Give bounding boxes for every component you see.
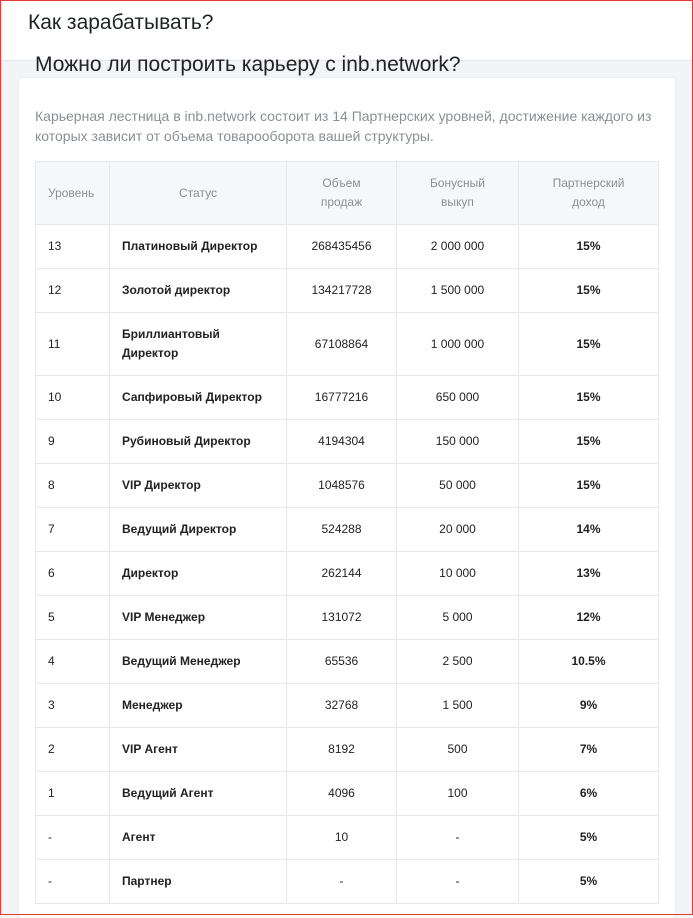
bonus-cell: - (397, 860, 519, 904)
table-row (36, 860, 659, 904)
status-cell: Бриллиантовый Директор (110, 313, 287, 376)
bonus-cell: 1 000 000 (397, 313, 519, 376)
level-cell: 4 (36, 640, 110, 684)
level-cell: 1 (36, 772, 110, 816)
col-header-level: Уровень (36, 162, 110, 225)
income-cell: 9% (519, 684, 659, 728)
income-cell: 13% (519, 552, 659, 596)
bonus-cell: 50 000 (397, 464, 519, 508)
bonus-cell: 150 000 (397, 420, 519, 464)
level-cell: 11 (36, 313, 110, 376)
status-cell: Ведущий Агент (110, 772, 287, 816)
col-header-sales: Объем продаж (287, 162, 397, 225)
sales-cell: 524288 (287, 508, 397, 552)
table-row (36, 508, 659, 552)
table-row (36, 313, 659, 376)
status-cell: Агент (110, 816, 287, 860)
sales-cell: 32768 (287, 684, 397, 728)
level-cell: 9 (36, 420, 110, 464)
sales-cell: 268435456 (287, 225, 397, 269)
table-row (36, 376, 659, 420)
table-header-row (36, 162, 659, 225)
top-bar (1, 1, 692, 61)
status-cell: Ведущий Директор (110, 508, 287, 552)
income-cell: 15% (519, 313, 659, 376)
section-heading (35, 53, 655, 86)
bonus-cell: 100 (397, 772, 519, 816)
bonus-cell: 500 (397, 728, 519, 772)
level-cell: 13 (36, 225, 110, 269)
income-cell: 15% (519, 376, 659, 420)
bonus-cell: 5 000 (397, 596, 519, 640)
income-cell: 15% (519, 225, 659, 269)
table-row (36, 772, 659, 816)
status-cell: Сапфировый Директор (110, 376, 287, 420)
sales-cell: 4096 (287, 772, 397, 816)
table-row (36, 684, 659, 728)
level-cell: 2 (36, 728, 110, 772)
income-cell: 7% (519, 728, 659, 772)
level-cell: - (36, 860, 110, 904)
sales-cell: 262144 (287, 552, 397, 596)
status-cell: Партнер (110, 860, 287, 904)
table-row (36, 420, 659, 464)
table-row (36, 816, 659, 860)
level-cell: 3 (36, 684, 110, 728)
sales-cell: 16777216 (287, 376, 397, 420)
income-cell: 12% (519, 596, 659, 640)
level-cell: 12 (36, 269, 110, 313)
status-cell: Платиновый Директор (110, 225, 287, 269)
bonus-cell: 1 500 000 (397, 269, 519, 313)
sales-cell: 1048576 (287, 464, 397, 508)
income-cell: 15% (519, 269, 659, 313)
level-cell: 10 (36, 376, 110, 420)
sales-cell: 67108864 (287, 313, 397, 376)
table-row (36, 552, 659, 596)
level-cell: 5 (36, 596, 110, 640)
level-cell: 6 (36, 552, 110, 596)
sales-cell: 134217728 (287, 269, 397, 313)
income-cell: 14% (519, 508, 659, 552)
table-row (36, 464, 659, 508)
table-row (36, 728, 659, 772)
status-cell: Рубиновый Директор (110, 420, 287, 464)
sales-cell: 4194304 (287, 420, 397, 464)
income-cell: 5% (519, 816, 659, 860)
sales-cell: 65536 (287, 640, 397, 684)
sales-cell: 8192 (287, 728, 397, 772)
sales-cell: - (287, 860, 397, 904)
sales-cell: 10 (287, 816, 397, 860)
income-cell: 10.5% (519, 640, 659, 684)
bonus-cell: 2 000 000 (397, 225, 519, 269)
col-header-bonus: Бонусный выкуп (397, 162, 519, 225)
col-header-status: Статус (110, 162, 287, 225)
bonus-cell: 650 000 (397, 376, 519, 420)
career-levels-table (35, 161, 659, 904)
level-cell: - (36, 816, 110, 860)
table-row (36, 640, 659, 684)
income-cell: 6% (519, 772, 659, 816)
table-row (36, 225, 659, 269)
bonus-cell: 20 000 (397, 508, 519, 552)
status-cell: Менеджер (110, 684, 287, 728)
status-cell: VIP Менеджер (110, 596, 287, 640)
col-header-income: Партнерский доход (519, 162, 659, 225)
table-row (36, 596, 659, 640)
income-cell: 15% (519, 420, 659, 464)
bonus-cell: 10 000 (397, 552, 519, 596)
bonus-cell: 1 500 (397, 684, 519, 728)
page-title: Как зарабатывать? (28, 11, 214, 34)
income-cell: 15% (519, 464, 659, 508)
status-cell: VIP Агент (110, 728, 287, 772)
career-card (19, 53, 675, 918)
sales-cell: 131072 (287, 596, 397, 640)
bonus-cell: 2 500 (397, 640, 519, 684)
status-cell: Директор (110, 552, 287, 596)
status-cell: Золотой директор (110, 269, 287, 313)
table-row (36, 269, 659, 313)
bonus-cell: - (397, 816, 519, 860)
status-cell: Ведущий Менеджер (110, 640, 287, 684)
level-cell: 7 (36, 508, 110, 552)
intro-text: Карьерная лестница в inb.network состоит из 14 Партнерских уровней, достижение каждого из которых зависит от объема товарооборота вашей структуры. (35, 108, 652, 144)
level-cell: 8 (36, 464, 110, 508)
status-cell: VIP Директор (110, 464, 287, 508)
income-cell: 5% (519, 860, 659, 904)
section-heading-text: Можно ли построить карьеру с inb.network? (35, 53, 461, 76)
